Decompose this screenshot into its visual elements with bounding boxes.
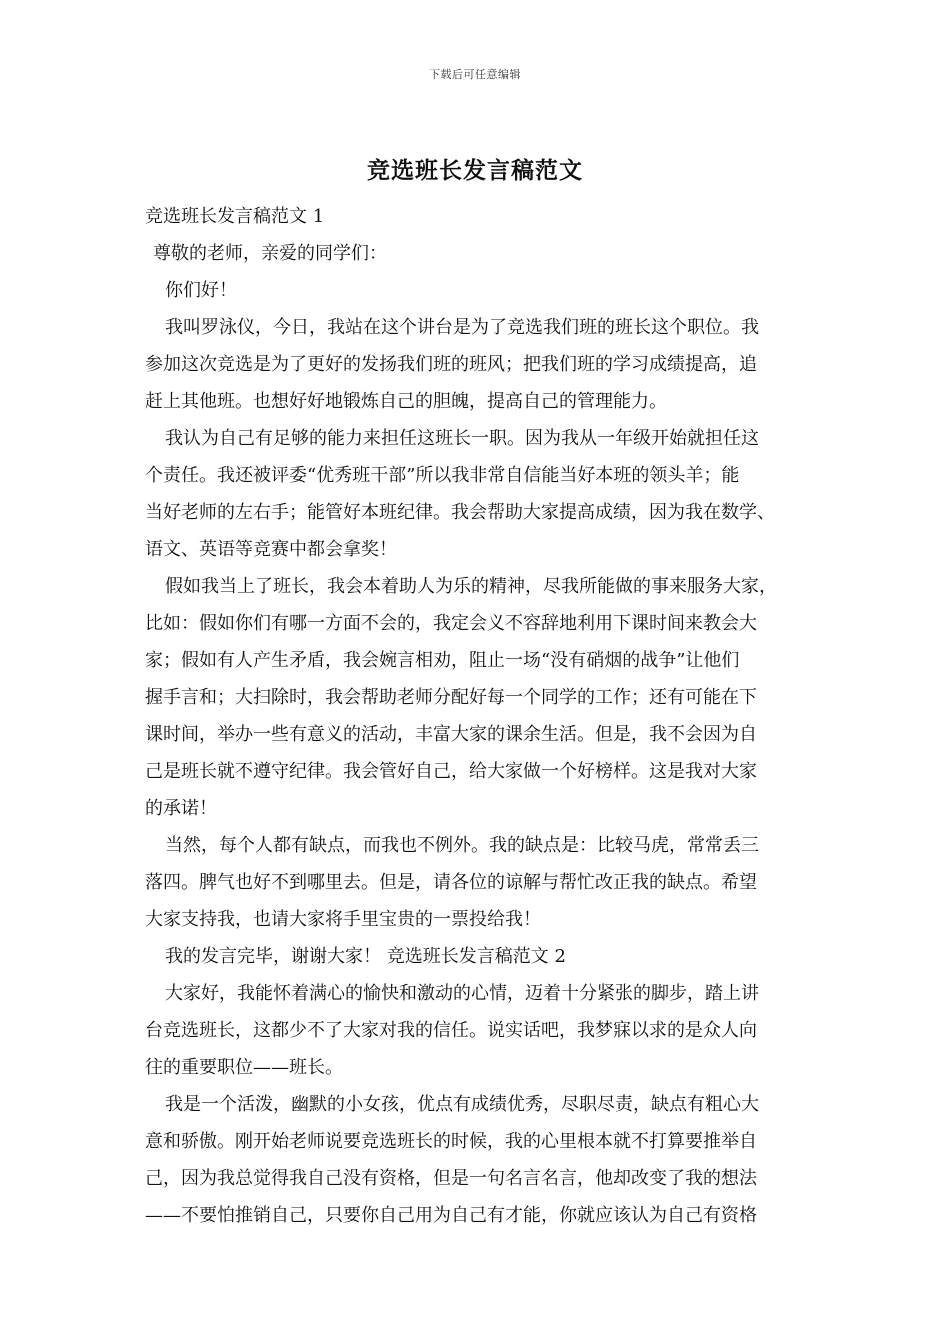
header-note: 下载后可任意编辑 [429, 68, 521, 81]
paragraph [145, 235, 810, 272]
text-line: 我叫罗泳仪，今日，我站在这个讲台是为了竞选我们班的班长这个职位。我 [165, 317, 759, 338]
text-line: 台竞选班长，这都少不了大家对我的信任。说实话吧，我梦寐以求的是众人向 [145, 1020, 757, 1041]
text-line: 往的重要职位——班长。 [145, 1057, 343, 1078]
text-line: 比如：假如你们有哪一方面不会的，我定会义不容辞地利用下课时间来教会大 [145, 613, 757, 634]
text-line: 家；假如有人产生矛盾，我会婉言相劝，阻止一场“没有硝烟的战争”让他们 [145, 650, 740, 671]
text-line: 我是一个活泼，幽默的小女孩，优点有成绩优秀，尽职尽责，缺点有粗心大 [165, 1094, 759, 1115]
paragraph [145, 309, 810, 420]
document-title: 竞选班长发言稿范文 [367, 157, 583, 184]
text-line: 己，因为我总觉得我自己没有资格，但是一句名言名言，他却改变了我的想法 [145, 1168, 757, 1189]
paragraph [145, 198, 810, 235]
text-line: 赶上其他班。也想好好地锻炼自己的胆魄，提高自己的管理能力。 [145, 391, 667, 412]
paragraph [145, 938, 810, 975]
paragraph [145, 827, 810, 938]
text-line: 当好老师的左右手；能管好本班纪律。我会帮助大家提高成绩，因为我在数学、 [145, 502, 775, 523]
text-line: 当然，每个人都有缺点，而我也不例外。我的缺点是：比较马虎，常常丢三 [165, 835, 759, 856]
text-line: 参加这次竞选是为了更好的发扬我们班的班风；把我们班的学习成绩提高，追 [145, 354, 757, 375]
text-line: 竞选班长发言稿范文 1 [145, 206, 325, 227]
text-line: 语文、英语等竞赛中都会拿奖！ [145, 539, 397, 560]
paragraph [145, 1086, 810, 1234]
document-body [145, 198, 810, 1234]
text-line: 我的发言完毕，谢谢大家！ 竞选班长发言稿范文 2 [165, 946, 566, 967]
paragraph [145, 420, 810, 568]
text-line: 意和骄傲。刚开始老师说要竞选班长的时候，我的心里根本就不打算要推举自 [145, 1131, 757, 1152]
text-line: 落四。脾气也好不到哪里去。但是，请各位的谅解与帮忙改正我的缺点。希望 [145, 872, 757, 893]
text-line: ——不要怕推销自己，只要你自己用为自己有才能，你就应该认为自己有资格 [145, 1205, 757, 1226]
text-line: 大家好，我能怀着满心的愉快和激动的心情，迈着十分紧张的脚步，踏上讲 [165, 983, 759, 1004]
text-line: 个责任。我还被评委“优秀班干部”所以我非常自信能当好本班的领头羊；能 [145, 465, 740, 486]
text-line: 你们好！ [165, 280, 237, 301]
text-line: 握手言和；大扫除时，我会帮助老师分配好每一个同学的工作；还有可能在下 [145, 687, 757, 708]
text-line: 我认为自己有足够的能力来担任这班长一职。因为我从一年级开始就担任这 [165, 428, 759, 449]
paragraph [145, 272, 810, 309]
text-line: 己是班长就不遵守纪律。我会管好自己，给大家做一个好榜样。这是我对大家 [145, 761, 757, 782]
text-line: 课时间，举办一些有意义的活动，丰富大家的课余生活。但是，我不会因为自 [145, 724, 757, 745]
text-line: 尊敬的老师，亲爱的同学们： [153, 243, 387, 264]
paragraph [145, 975, 810, 1086]
text-line: 大家支持我，也请大家将手里宝贵的一票投给我！ [145, 909, 541, 930]
paragraph [145, 568, 810, 827]
text-line: 假如我当上了班长，我会本着助人为乐的精神，尽我所能做的事来服务大家， [165, 576, 777, 597]
text-line: 的承诺！ [145, 798, 217, 819]
